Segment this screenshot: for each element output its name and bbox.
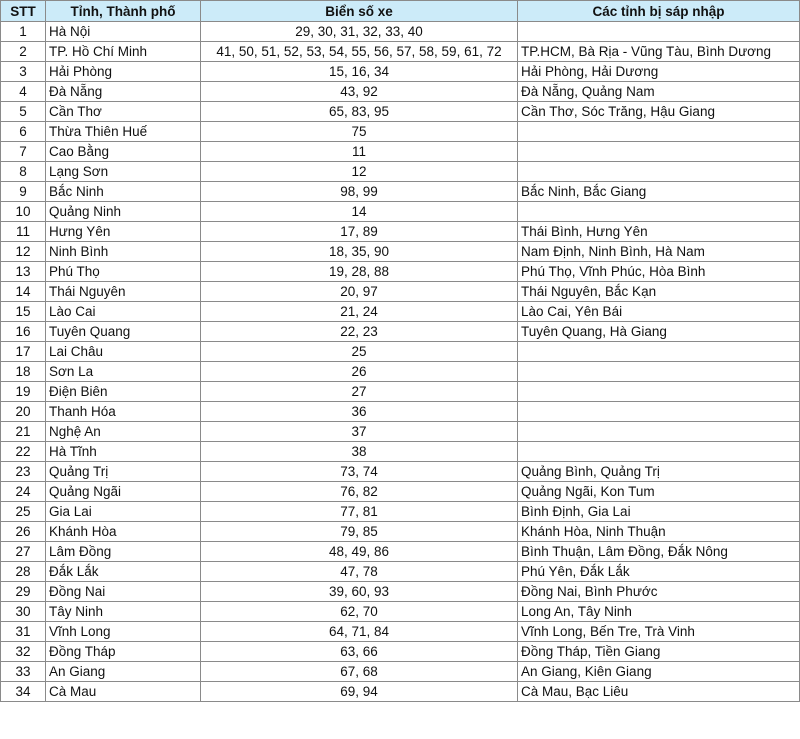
name-cell: Phú Thọ	[46, 262, 201, 282]
merged-cell: Đà Nẵng, Quảng Nam	[518, 82, 800, 102]
merged-cell	[518, 22, 800, 42]
name-cell: Lào Cai	[46, 302, 201, 322]
merged-cell: Thái Bình, Hưng Yên	[518, 222, 800, 242]
stt-cell: 33	[1, 662, 46, 682]
plate-cell: 22, 23	[201, 322, 518, 342]
name-cell: Bắc Ninh	[46, 182, 201, 202]
stt-cell: 26	[1, 522, 46, 542]
table-row	[1, 582, 800, 602]
merged-cell	[518, 362, 800, 382]
header-stt: STT	[1, 1, 46, 22]
table-row	[1, 42, 800, 62]
plate-cell: 21, 24	[201, 302, 518, 322]
merged-cell: Vĩnh Long, Bến Tre, Trà Vinh	[518, 622, 800, 642]
name-cell: Quảng Ninh	[46, 202, 201, 222]
table-row	[1, 102, 800, 122]
table-row	[1, 422, 800, 442]
merged-cell: Bình Thuận, Lâm Đồng, Đắk Nông	[518, 542, 800, 562]
merged-cell: Cà Mau, Bạc Liêu	[518, 682, 800, 702]
name-cell: Cần Thơ	[46, 102, 201, 122]
merged-cell	[518, 142, 800, 162]
name-cell: Quảng Ngãi	[46, 482, 201, 502]
stt-cell: 13	[1, 262, 46, 282]
stt-cell: 18	[1, 362, 46, 382]
plate-cell: 43, 92	[201, 82, 518, 102]
plate-cell: 73, 74	[201, 462, 518, 482]
stt-cell: 6	[1, 122, 46, 142]
table-row	[1, 122, 800, 142]
name-cell: Thừa Thiên Huế	[46, 122, 201, 142]
name-cell: Quảng Trị	[46, 462, 201, 482]
plate-cell: 38	[201, 442, 518, 462]
stt-cell: 12	[1, 242, 46, 262]
name-cell: Lâm Đồng	[46, 542, 201, 562]
plate-cell: 75	[201, 122, 518, 142]
merged-cell: Nam Định, Ninh Bình, Hà Nam	[518, 242, 800, 262]
table-row	[1, 562, 800, 582]
stt-cell: 29	[1, 582, 46, 602]
merged-cell	[518, 442, 800, 462]
name-cell: Đà Nẵng	[46, 82, 201, 102]
name-cell: Sơn La	[46, 362, 201, 382]
table-row	[1, 322, 800, 342]
name-cell: Vĩnh Long	[46, 622, 201, 642]
table-row	[1, 242, 800, 262]
header-province: Tỉnh, Thành phố	[46, 1, 201, 22]
stt-cell: 2	[1, 42, 46, 62]
stt-cell: 19	[1, 382, 46, 402]
table-row	[1, 62, 800, 82]
name-cell: Cao Bằng	[46, 142, 201, 162]
stt-cell: 27	[1, 542, 46, 562]
merged-cell	[518, 202, 800, 222]
merged-cell: Đồng Nai, Bình Phước	[518, 582, 800, 602]
table-row	[1, 182, 800, 202]
name-cell: Đồng Nai	[46, 582, 201, 602]
stt-cell: 4	[1, 82, 46, 102]
plate-cell: 14	[201, 202, 518, 222]
merged-cell: TP.HCM, Bà Rịa - Vũng Tàu, Bình Dương	[518, 42, 800, 62]
name-cell: Nghệ An	[46, 422, 201, 442]
plate-cell: 47, 78	[201, 562, 518, 582]
table-row	[1, 402, 800, 422]
table-row	[1, 162, 800, 182]
merged-cell: Long An, Tây Ninh	[518, 602, 800, 622]
table-row	[1, 662, 800, 682]
header-merged: Các tỉnh bị sáp nhập	[518, 1, 800, 22]
stt-cell: 25	[1, 502, 46, 522]
merged-cell: Thái Nguyên, Bắc Kạn	[518, 282, 800, 302]
stt-cell: 16	[1, 322, 46, 342]
name-cell: Tây Ninh	[46, 602, 201, 622]
stt-cell: 20	[1, 402, 46, 422]
merged-cell: Tuyên Quang, Hà Giang	[518, 322, 800, 342]
table-row	[1, 542, 800, 562]
name-cell: Ninh Bình	[46, 242, 201, 262]
plate-cell: 25	[201, 342, 518, 362]
name-cell: Hà Nội	[46, 22, 201, 42]
plate-cell: 18, 35, 90	[201, 242, 518, 262]
stt-cell: 23	[1, 462, 46, 482]
stt-cell: 22	[1, 442, 46, 462]
plate-cell: 62, 70	[201, 602, 518, 622]
table-row	[1, 302, 800, 322]
plate-cell: 20, 97	[201, 282, 518, 302]
merged-cell	[518, 402, 800, 422]
table-row	[1, 342, 800, 362]
table-row	[1, 222, 800, 242]
name-cell: Tuyên Quang	[46, 322, 201, 342]
plate-cell: 64, 71, 84	[201, 622, 518, 642]
plate-cell: 27	[201, 382, 518, 402]
table-row	[1, 622, 800, 642]
merged-cell	[518, 342, 800, 362]
table-row	[1, 602, 800, 622]
merged-cell: Hải Phòng, Hải Dương	[518, 62, 800, 82]
table-row	[1, 262, 800, 282]
stt-cell: 15	[1, 302, 46, 322]
stt-cell: 3	[1, 62, 46, 82]
merged-cell: Lào Cai, Yên Bái	[518, 302, 800, 322]
merged-cell: Cần Thơ, Sóc Trăng, Hậu Giang	[518, 102, 800, 122]
merged-cell: Phú Thọ, Vĩnh Phúc, Hòa Bình	[518, 262, 800, 282]
table-row	[1, 382, 800, 402]
stt-cell: 10	[1, 202, 46, 222]
name-cell: Điện Biên	[46, 382, 201, 402]
name-cell: TP. Hồ Chí Minh	[46, 42, 201, 62]
plate-cell: 48, 49, 86	[201, 542, 518, 562]
table-row	[1, 82, 800, 102]
merged-cell	[518, 162, 800, 182]
table-row	[1, 282, 800, 302]
merged-cell	[518, 422, 800, 442]
name-cell: Khánh Hòa	[46, 522, 201, 542]
table-row	[1, 522, 800, 542]
table-row	[1, 362, 800, 382]
name-cell: Đắk Lắk	[46, 562, 201, 582]
merged-cell: An Giang, Kiên Giang	[518, 662, 800, 682]
stt-cell: 17	[1, 342, 46, 362]
name-cell: Thanh Hóa	[46, 402, 201, 422]
merged-cell	[518, 122, 800, 142]
plate-cell: 63, 66	[201, 642, 518, 662]
plate-cell: 65, 83, 95	[201, 102, 518, 122]
plate-cell: 77, 81	[201, 502, 518, 522]
stt-cell: 34	[1, 682, 46, 702]
plate-cell: 17, 89	[201, 222, 518, 242]
merged-cell: Bắc Ninh, Bắc Giang	[518, 182, 800, 202]
stt-cell: 14	[1, 282, 46, 302]
plate-cell: 67, 68	[201, 662, 518, 682]
table-row	[1, 502, 800, 522]
merged-cell: Phú Yên, Đắk Lắk	[518, 562, 800, 582]
name-cell: Lai Châu	[46, 342, 201, 362]
merged-cell: Quảng Bình, Quảng Trị	[518, 462, 800, 482]
table-row	[1, 142, 800, 162]
merged-cell	[518, 382, 800, 402]
table-row	[1, 202, 800, 222]
header-row	[1, 1, 800, 22]
stt-cell: 24	[1, 482, 46, 502]
plate-cell: 19, 28, 88	[201, 262, 518, 282]
stt-cell: 9	[1, 182, 46, 202]
plate-cell: 15, 16, 34	[201, 62, 518, 82]
name-cell: Hải Phòng	[46, 62, 201, 82]
merged-cell: Bình Định, Gia Lai	[518, 502, 800, 522]
stt-cell: 28	[1, 562, 46, 582]
name-cell: Lạng Sơn	[46, 162, 201, 182]
name-cell: Đồng Tháp	[46, 642, 201, 662]
name-cell: Hà Tĩnh	[46, 442, 201, 462]
merged-cell: Khánh Hòa, Ninh Thuận	[518, 522, 800, 542]
plate-cell: 76, 82	[201, 482, 518, 502]
name-cell: Hưng Yên	[46, 222, 201, 242]
plate-cell: 26	[201, 362, 518, 382]
plate-cell: 11	[201, 142, 518, 162]
plate-cell: 69, 94	[201, 682, 518, 702]
table-row	[1, 682, 800, 702]
plate-cell: 29, 30, 31, 32, 33, 40	[201, 22, 518, 42]
plate-cell: 39, 60, 93	[201, 582, 518, 602]
stt-cell: 32	[1, 642, 46, 662]
stt-cell: 30	[1, 602, 46, 622]
plate-cell: 98, 99	[201, 182, 518, 202]
table-row	[1, 462, 800, 482]
stt-cell: 8	[1, 162, 46, 182]
stt-cell: 5	[1, 102, 46, 122]
plate-cell: 12	[201, 162, 518, 182]
stt-cell: 1	[1, 22, 46, 42]
merged-cell: Quảng Ngãi, Kon Tum	[518, 482, 800, 502]
stt-cell: 7	[1, 142, 46, 162]
stt-cell: 21	[1, 422, 46, 442]
table-row	[1, 22, 800, 42]
stt-cell: 31	[1, 622, 46, 642]
name-cell: Thái Nguyên	[46, 282, 201, 302]
table-body	[1, 22, 800, 702]
merged-cell: Đồng Tháp, Tiền Giang	[518, 642, 800, 662]
plate-cell: 37	[201, 422, 518, 442]
table-row	[1, 642, 800, 662]
table-row	[1, 442, 800, 462]
stt-cell: 11	[1, 222, 46, 242]
name-cell: Cà Mau	[46, 682, 201, 702]
plate-cell: 36	[201, 402, 518, 422]
name-cell: An Giang	[46, 662, 201, 682]
header-plates: Biển số xe	[201, 1, 518, 22]
name-cell: Gia Lai	[46, 502, 201, 522]
table-row	[1, 482, 800, 502]
plate-cell: 41, 50, 51, 52, 53, 54, 55, 56, 57, 58, 59, 61, 72	[201, 42, 518, 62]
plate-cell: 79, 85	[201, 522, 518, 542]
